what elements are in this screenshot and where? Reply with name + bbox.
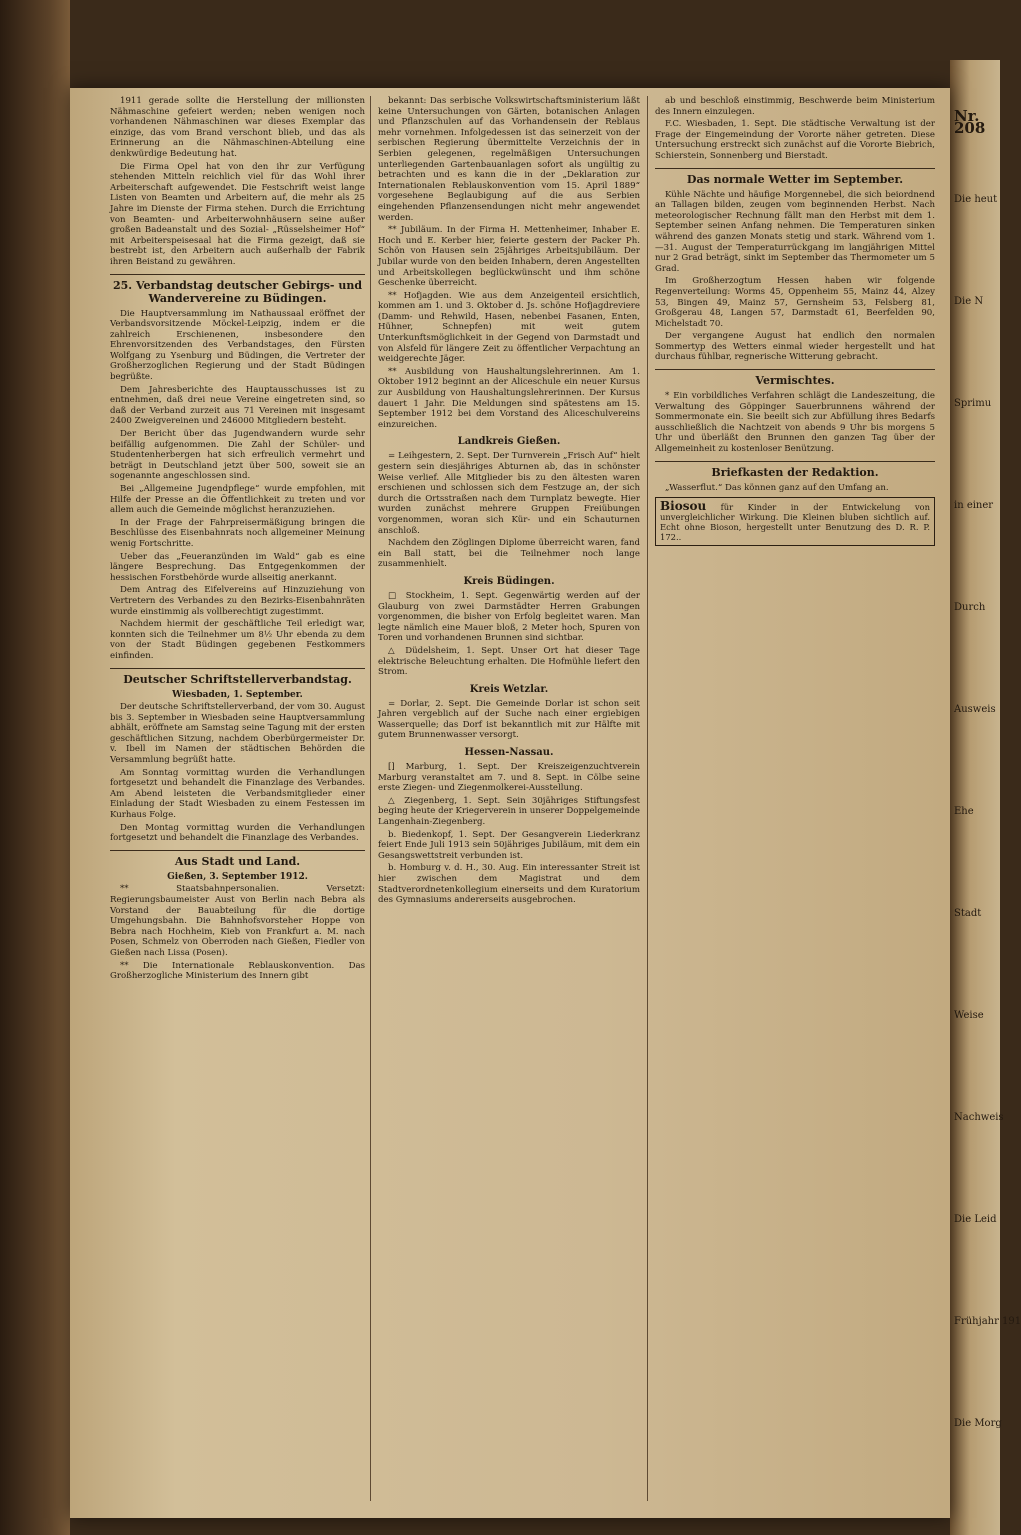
- column-2: [378, 96, 640, 1506]
- section-heading-buedingen: Kreis Büdingen.: [463, 575, 555, 587]
- paragraph: Der vergangene August hat endlich den normalen Sommertyp des Wetters einmal wieder hergestellt und hat durchaus fühlbar, regnerische Witterung gebracht.: [655, 331, 935, 363]
- ad-brand: Biosou: [660, 499, 707, 514]
- paragraph: Nachdem den Zöglingen Diplome überreicht waren, fand ein Ball statt, bei die Teilnehmer noch lange zusammenhielt.: [378, 538, 640, 570]
- adjacent-page-line: Die Leid: [954, 1214, 997, 1225]
- adjacent-page-line: Stadt: [954, 908, 982, 919]
- paragraph: b. Homburg v. d. H., 30. Aug. Ein interessanter Streit ist hier zwischen dem Magistrat und dem Stadtverordnetenkollegium einerseits und dem Kuratorium des Gymnasiums andererseits ausgebrochen.: [378, 863, 640, 906]
- opel-article: [110, 96, 365, 268]
- adjacent-page-line: Weise: [954, 1010, 984, 1021]
- section-heading-giessen: Landkreis Gießen.: [457, 436, 561, 448]
- paragraph: b. Biedenkopf, 1. Sept. Der Gesangverein Liederkranz feiert Ende Juli 1913 sein 50jähriges Jubiläum, mit dem ein Gesangswettstreit verbunden ist.: [378, 829, 640, 861]
- paragraph: [] Marburg, 1. Sept. Der Kreiszeigenzuchtverein Marburg veranstaltet am 7. und 8. Sept. in Cölbe seine erste Ziegen- und Ziegenmolkerei-Ausstellung.: [378, 762, 640, 794]
- paragraph: Im Großherzogtum Hessen haben wir folgende Regenverteilung: Worms 45, Oppenheim 55, Mainz 44, Alzey 53, Bingen 49, Mainz 57, Gernsheim 53, Felsberg 81, Großgerau 48, Langen 57, Darmstadt 61, Beerfelden 90, Michelstadt 70.: [655, 276, 935, 329]
- paragraph: Die Firma Opel hat von den ihr zur Verfügung stehenden Mitteln reichlich viel für das Wohl ihrer Arbeiterschaft aufgewendet. Die Festschrift weist lange Listen von Beamten und Arbeitern auf, die mehr als 25 Jahre im Dienste der Firma stehen. Durch die Errichtung von Beamten- und Arbeiterwohnhäusern seine außer großen Badeanstalt und des Sozial- „Rüsselsheimer Hof“ mit Arbeiterspeisesaal hat die Firma gezeigt, daß sie bestrebt ist, den Arbeitern auch außerhalb der Fabrik ihren Beistand zu gewähren.: [110, 161, 365, 267]
- paragraph: Der deutsche Schriftstellerverband, der vom 30. August bis 3. September in Wiesbaden seine Hauptversammlung abhält, eröffnete am Samstag seine Tagung mit der ersten geschäftlichen Sitzung, nachdem Oberbürgermeister Dr. v. Ibell im Namen der städtischen Behörden die Versammlung begrüßt hatte.: [110, 702, 365, 766]
- column-rule: [370, 96, 371, 1501]
- column-1: [110, 96, 365, 1506]
- paragraph: □ Stockheim, 1. Sept. Gegenwärtig werden auf der Glauburg von zwei Darmstädter Herren Grabungen vorgenommen, die bisher von Erfolg begleitet waren. Man legte nämlich eine Mauer bloß, 2 Meter hoch, Spuren von Toren und vorhandenen Brunnen sind sichtbar.: [378, 590, 640, 644]
- paragraph: = Dorlar, 2. Sept. Die Gemeinde Dorlar ist schon seit Jahren vergeblich auf der Suche nach einer ergiebigen Wasserquelle; das Dorf ist bekanntlich mit zur Hälfte mit gutem Brunnenwasser versorgt.: [378, 698, 640, 741]
- paragraph: In der Frage der Fahrpreisermäßigung bringen die Beschlüsse des Eisenbahnrats noch allgemeiner Meinung wenig Fortschritte.: [110, 517, 365, 549]
- paragraph: Der Bericht über das Jugendwandern wurde sehr beifällig aufgenommen. Die Zahl der Schüler- und Studentenherbergen hat sich erfreulich vermehrt und beträgt in Deutschland jetzt über 500, soweit sie an sogenannte angeschlossen sind.: [110, 429, 365, 482]
- headline-wetter: Das normale Wetter im September.: [655, 168, 935, 186]
- paragraph: ** Hofjagden. Wie aus dem Anzeigenteil ersichtlich, kommen am 1. und 3. Oktober d. Js. schöne Hofjagdreviere (Damm- und Rehwild, Hasen, nebenbei Fasanen, Enten, Hühner, Schnepfen) mit weit gutem Unterkunftsmöglichkeit in der Gegend von Darmstadt und von Alsfeld für längere Zeit zu öffentlicher Verpachtung an weidgerechte Jäger.: [378, 290, 640, 365]
- paragraph: ** Ausbildung von Haushaltungslehrerinnen. Am 1. Oktober 1912 beginnt an der Aliceschule ein neuer Kursus zur Ausbildung von Haushaltungslehrerinnen. Der Kursus dauert 1 Jahr. Die Meldungen sind spätestens am 15. September 1912 bei dem Vorstand des Aliceschulvereins einzureichen.: [378, 366, 640, 430]
- paragraph: Am Sonntag vormittag wurden die Verhandlungen fortgesetzt und behandelt die Finanzlage des Verbandes. Am Abend leisteten die Verbandsmitglieder einer Einladung der Stadt Wiesbaden zu einem Festessen im Kurhaus Folge.: [110, 767, 365, 821]
- adjacent-page-line: Die heut: [954, 194, 998, 205]
- newspaper-page: [70, 88, 950, 1518]
- paragraph: Ueber das „Feueranzünden im Wald“ gab es eine längere Besprechung. Das Entgegenkommen der hessischen Forstbehörde wurde allseitig anerkannt.: [110, 551, 365, 583]
- adjacent-page-line: Ehe: [954, 806, 974, 817]
- local-news: [378, 96, 640, 430]
- giessen-news: [378, 451, 640, 570]
- adjacent-page-lines: [950, 194, 1021, 1430]
- ad-text: für Kinder in der Entwickelung von unvergleichlicher Wirkung. Die Kleinen bluben sichtlich auf. Echt ohne Bioson, hergestellt unter Benutzung des D. R. P. 172..: [660, 502, 930, 543]
- vermischtes-article: [655, 391, 935, 455]
- buedingen-news: [378, 591, 640, 678]
- paragraph: Bei „Allgemeine Jugendpflege“ wurde empfohlen, mit Hilfe der Presse an die Öffentlichkeit zu treten und vor allem auch die Gemeinde möglichst heranzuziehen.: [110, 484, 365, 516]
- wetzlar-news: [378, 699, 640, 741]
- paragraph: Den Montag vormittag wurden die Verhandlungen fortgesetzt und behandelt die Finanzlage des Verbandes.: [110, 822, 365, 844]
- adjacent-page: [950, 60, 1021, 1535]
- stadt-und-land-article: [110, 884, 365, 981]
- paragraph: 1911 gerade sollte die Herstellung der millionsten Nähmaschine gefeiert werden; neben wenigen noch vorhandenen Nähmaschinen war dieses Exemplar das einzige, das vom Brand verschont blieb, und das als Erinnerung an die Nähmaschinen-Abteilung eine denkwürdige Bedeutung hat.: [110, 96, 365, 159]
- paragraph: △ Ziegenberg, 1. Sept. Sein 30jähriges Stiftungsfest beging heute der Kriegerverein in unserer Doppelgemeinde Langenhain-Ziegenberg.: [378, 795, 640, 828]
- paragraph: Dem Antrag des Eifelvereins auf Hinzuziehung von Vertretern des Verbandes zu den Bezirks-Eisenbahnräten wurde einstimmig als vollberechtigt zugestimmt.: [110, 585, 365, 617]
- schriftsteller-article: [110, 702, 365, 844]
- dateline: Wiesbaden, 1. September.: [172, 689, 303, 700]
- adjacent-page-line: Nachweis: [954, 1112, 1004, 1123]
- adjacent-page-line: Durch: [954, 602, 986, 613]
- paragraph: Dem Jahresberichte des Hauptausschusses ist zu entnehmen, daß drei neue Vereine eingetreten sind, so daß der Verband zurzeit aus 71 Vereinen mit insgesamt 2400 Zweigvereinen und 246000 Mitgliedern besteht.: [110, 384, 365, 427]
- dateline: Gießen, 3. September 1912.: [167, 871, 308, 882]
- verbandstag-article: [110, 309, 365, 662]
- page-number: Nr. 208: [954, 107, 986, 137]
- letter-reply: „Wasserflut.“ Das können ganz auf den Umfang an.: [665, 482, 889, 493]
- section-heading-wetzlar: Kreis Wetzlar.: [469, 683, 549, 695]
- paragraph: * Ein vorbildliches Verfahren schlägt die Landeszeitung, die Verwaltung des Göppinger Sauerbrunnens während der Sommermonate ein. Sie beeilt sich zur Abfüllung ihres Bedarfs ausschließlich die Nachtzeit von abends 9 Uhr bis morgens 5 Uhr und überläßt den Brunnen den ganzen Tag über der Allgemeinheit zu kostenloser Benützung.: [655, 391, 935, 455]
- weather-article: [655, 190, 935, 364]
- column-3: [655, 96, 935, 1506]
- adjacent-page-line: Die Morg: [954, 1418, 1002, 1429]
- adjacent-page-line: Die N: [954, 296, 984, 307]
- paragraph: ** Jubiläum. In der Firma H. Mettenheimer, Inhaber E. Hoch und E. Kerber hier, feierte gestern der Packer Ph. Schön von Hausen sein 25jähriges Arbeitsjubiläum. Der Jubilar wurde von den beiden Inhabern, deren Angestellten und Arbeitskollegen beglückwünscht und ihm schöne Geschenke überreicht.: [378, 225, 640, 289]
- adjacent-page-line: in einer: [954, 500, 994, 511]
- paragraph: bekannt: Das serbische Volkswirtschaftsministerium läßt keine Untersuchungen von Gärten, botanischen Anlagen und Pflanzschulen auf das Vorhandensein der Reblaus mehr vornehmen. Infolgedessen ist das seinerzeit von der serbischen Regierung übermittelte Verzeichnis der in Serbien gelegenen, regelmäßigen Untersuchungen unterliegenden Gartenbauanlagen sofort als ungültig zu betrachten und es kann die in der „Deklaration zur Internationalen Reblauskonvention vom 15. April 1889“ vorgesehene Beglaubigung auf die aus Serbien eingehenden Pflanzensendungen nicht mehr angewendet werden.: [378, 96, 640, 223]
- advertisement: [655, 497, 935, 546]
- hessen-nassau-news: [378, 762, 640, 906]
- headline-briefkasten: Briefkasten der Redaktion.: [655, 461, 935, 479]
- adjacent-page-line: Ausweis: [954, 704, 996, 715]
- paragraph: ab und beschloß einstimmig, Beschwerde beim Ministerium des Innern einzulegen.: [655, 96, 935, 117]
- paragraph: Die Hauptversammlung im Nathaussaal eröffnet der Verbandsvorsitzende Möckel-Leipzig, indem er die zahlreich Erschienenen, insbesondere den Ehrenvorsitzenden des Verbandstages, den Fürsten Wolfgang zu Ysenburg und Büdingen, die Vertreter der Großherzoglichen Regierung und der Stadt Büdingen begrüßte.: [110, 308, 365, 383]
- paragraph: Nachdem hiermit der geschäftliche Teil erledigt war, konnten sich die Teilnehmer um 8½ Uhr ebenda zu dem von der Stadt Büdingen gegebenen Festkommers einfinden.: [110, 619, 365, 661]
- headline-vermischtes: Vermischtes.: [655, 369, 935, 387]
- adjacent-page-line: Sprimu: [954, 398, 992, 409]
- headline-schriftsteller: Deutscher Schriftstellerverbandstag.: [110, 668, 365, 686]
- wiesbaden-news: [655, 96, 935, 162]
- book-binding: [0, 0, 70, 1535]
- section-heading-hessen-nassau: Hessen-Nassau.: [464, 747, 554, 759]
- paragraph: Kühle Nächte und häufige Morgennebel, die sich beiordnend an Tallagen bilden, zeugen vom beginnenden Herbst. Nach meteorologischer Rechnung fällt man den Herbst mit dem 1. September seinen Anfang nehmen. Die Temperaturen sinken während des ganzen Monats stetig und stark. Während vom 1.—31. August der Temperaturrückgang im langjährigen Mittel nur 2 Grad beträgt, sinkt im September das Thermometer um 5 Grad.: [655, 189, 935, 274]
- headline-verbandstag: 25. Verbandstag deutscher Gebirgs- und Wandervereine zu Büdingen.: [110, 274, 365, 305]
- headline-stadt-und-land: Aus Stadt und Land.: [110, 850, 365, 868]
- adjacent-page-line: Frühjahr 191: [954, 1316, 1021, 1327]
- paragraph: △ Düdelsheim, 1. Sept. Unser Ort hat dieser Tage elektrische Beleuchtung erhalten. Die Hofmühle liefert den Strom.: [378, 645, 640, 678]
- paragraph: F.C. Wiesbaden, 1. Sept. Die städtische Verwaltung ist der Frage der Eingemeindung der Vororte näher getreten. Diese Untersuchung erstreckt sich zunächst auf die Vororte Biebrich, Schierstein, Sonnenberg und Bierstadt.: [655, 119, 935, 161]
- paragraph: = Leihgestern, 2. Sept. Der Turnverein „Frisch Auf“ hielt gestern sein diesjähriges Abturnen ab, das in schönster Weise verlief. Alle Mitglieder bis zu den ältesten waren erschienen und schlossen sich dem Festzuge an, der sich durch die Ortsstraßen nach dem Turnplatz bewegte. Hier wurden zunächst mehrere Gruppen Freiübungen vorgenommen, woran sich Kür- und ein Schauturnen anschloß.: [378, 451, 640, 536]
- paragraph: ** Staatsbahnpersonalien. Versetzt: Regierungsbaumeister Aust von Berlin nach Bebra als Vorstand der Bauabteilung für die dortige Umgehungsbahn. Die Bahnhofsvorsteher Hoppe von Bebra nach Hochheim, Kieb von Frankfurt a. M. nach Posen, Schmelz von Oberroden nach Gießen, Fiedler von Gießen nach Lissa (Posen).: [110, 884, 365, 958]
- paragraph: ** Die Internationale Reblauskonvention. Das Großherzogliche Ministerium des Innern gibt: [110, 960, 365, 982]
- column-rule: [647, 96, 648, 1501]
